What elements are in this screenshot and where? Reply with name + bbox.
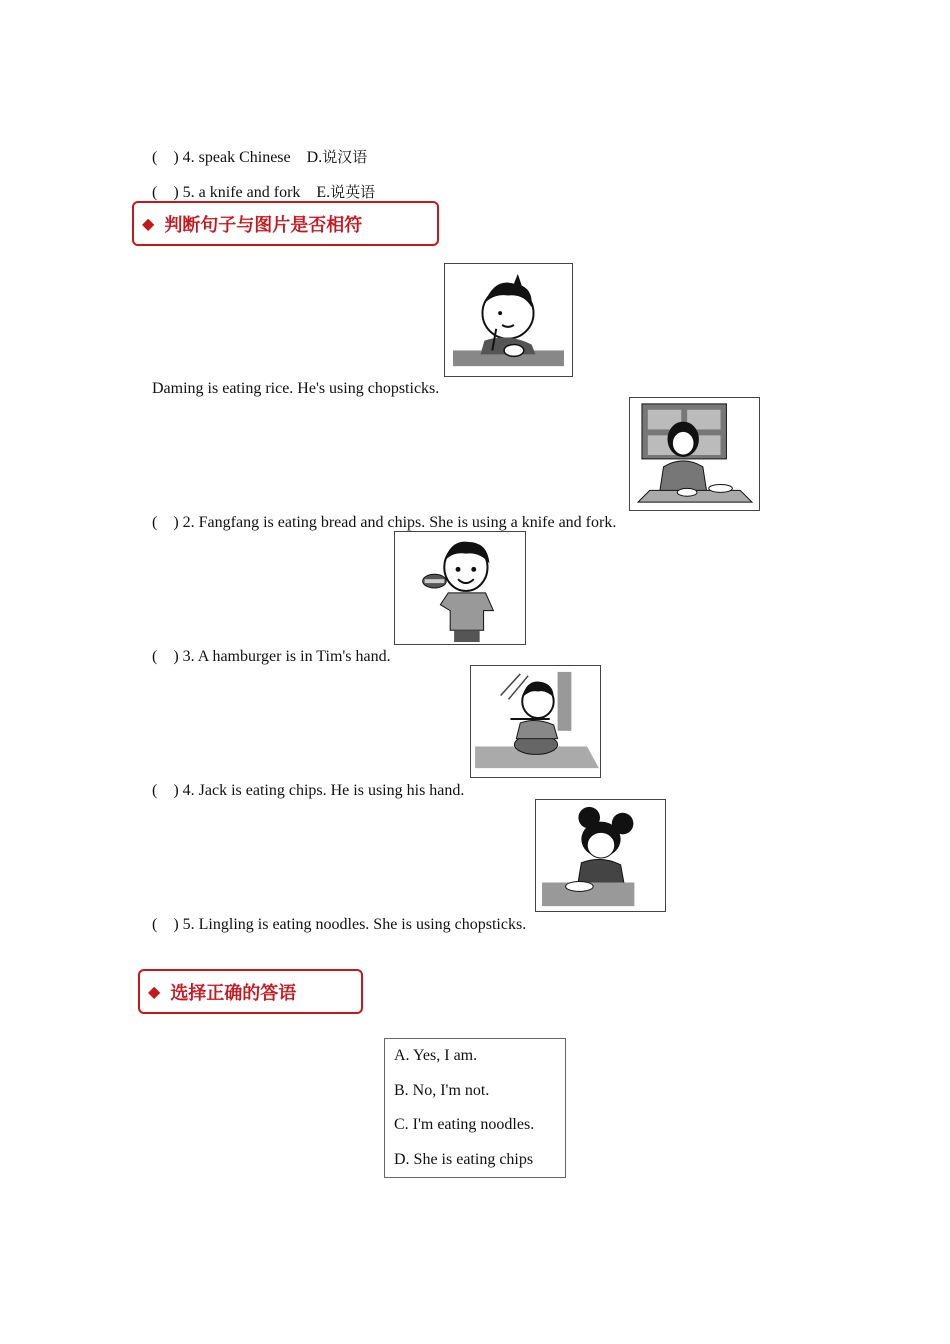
judge-item-2	[144, 496, 616, 532]
judge-item-4	[144, 764, 464, 800]
answer-paren[interactable]: ( )	[152, 782, 183, 799]
judge-item-1	[144, 362, 439, 398]
answer-paren[interactable]: ( )	[152, 184, 183, 201]
judge-sentence: 4. Jack is eating chips. He is using his hand.	[182, 782, 465, 799]
judge-sentence: Daming is eating rice. He's using chopsticks.	[152, 380, 440, 397]
judge-sentence: 3. A hamburger is in Tim's hand.	[182, 648, 391, 665]
matching-option-letter: E.	[316, 184, 331, 201]
section-title: 判断句子与图片是否相符	[164, 214, 363, 236]
judge-item-3	[144, 630, 391, 666]
section-title: 选择正确的答语	[170, 982, 297, 1004]
section-header-judge	[132, 201, 439, 246]
picture-girl-with-knife-fork	[629, 397, 760, 511]
matching-option-cn: 说汉语	[322, 148, 368, 166]
option-c: C. I'm eating noodles.	[394, 1116, 535, 1133]
answer-paren[interactable]: ( )	[152, 149, 183, 166]
matching-option-cn: 说英语	[330, 183, 376, 201]
judge-sentence: 5. Lingling is eating noodles. She is using chopsticks.	[182, 916, 527, 933]
picture-boy-with-hamburger	[394, 531, 526, 645]
picture-boy-eating-noodles	[470, 665, 601, 778]
matching-item-5	[144, 163, 375, 202]
diamond-icon: ◆	[148, 982, 161, 1001]
section-header-choose	[138, 969, 363, 1014]
diamond-icon: ◆	[142, 214, 155, 233]
answer-options-box	[384, 1038, 566, 1178]
answer-paren[interactable]: ( )	[152, 648, 183, 665]
option-a: A. Yes, I am.	[394, 1047, 478, 1064]
answer-paren[interactable]: ( )	[152, 916, 183, 933]
option-b: B. No, I'm not.	[394, 1081, 490, 1099]
judge-item-5	[144, 898, 526, 934]
matching-text: 5. a knife and fork	[182, 184, 301, 201]
picture-girl-eating	[535, 799, 666, 912]
picture-boy-eating-rice	[444, 263, 573, 377]
answer-paren[interactable]: ( )	[152, 514, 183, 531]
matching-option-letter: D.	[306, 149, 323, 166]
option-d: D. She is eating chips	[394, 1150, 534, 1168]
matching-text: 4. speak Chinese	[182, 149, 291, 166]
matching-item-4	[144, 128, 367, 167]
judge-sentence: 2. Fangfang is eating bread and chips. She is using a knife and fork.	[182, 514, 617, 531]
